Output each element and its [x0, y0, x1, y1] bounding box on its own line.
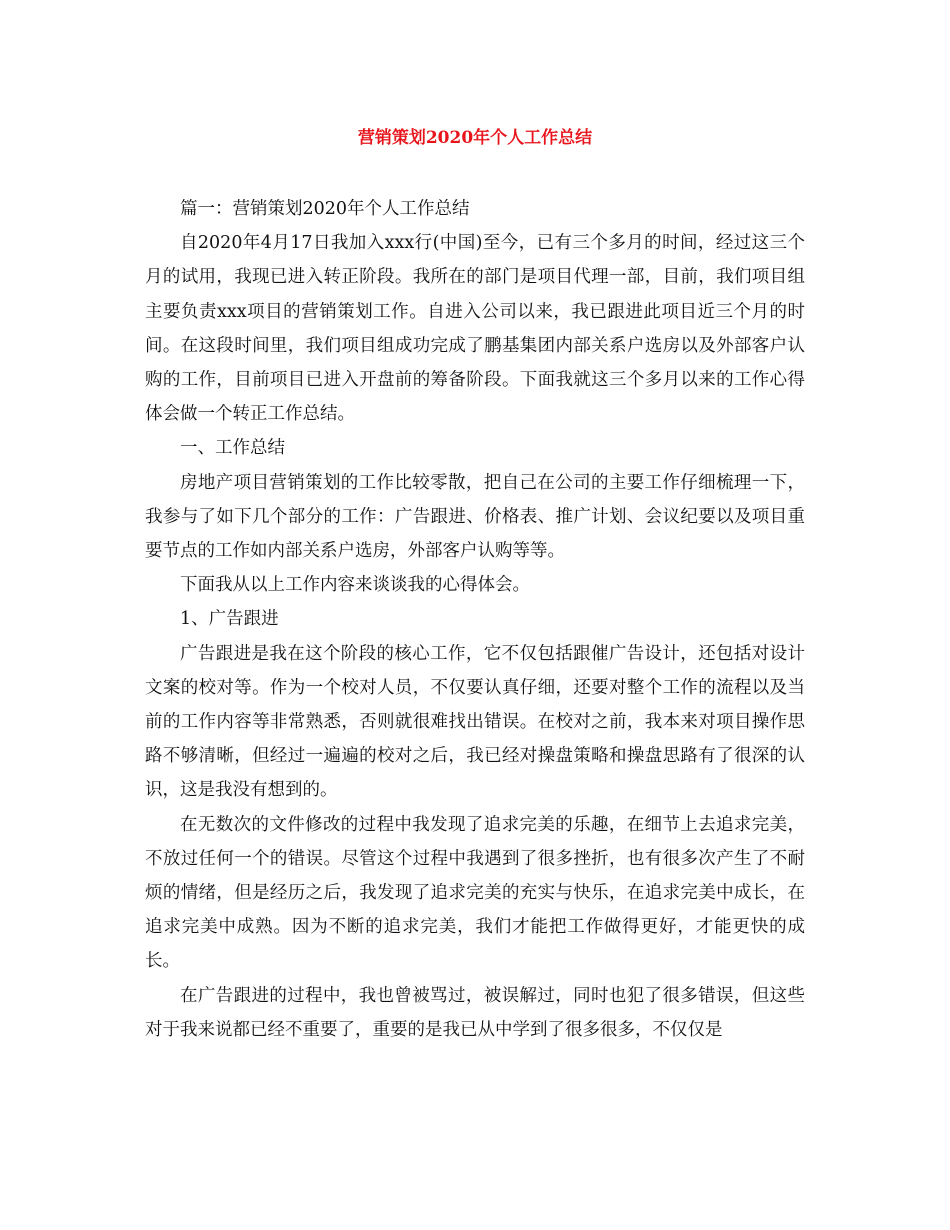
paragraph-perfection: 在无数次的文件修改的过程中我发现了追求完美的乐趣，在细节上去追求完美，不放过任何一个的错误。尽管这个过程中我遇到了很多挫折，也有很多次产生了不耐烦的情绪，但是经历之后，我发现了追求完美的充实与快乐，在追求完美中成长，在追求完美中成熟。因为不断的追求完美，我们才能把工作做得更好，才能更快的成长。 [145, 814, 805, 972]
paragraph-lessons: 在广告跟进的过程中，我也曾被骂过，被误解过，同时也犯了很多错误，但这些对于我来说都已经不重要了，重要的是我已从中学到了很多很多，不仅仅是 [145, 985, 805, 1040]
paragraph-heading-ad-followup: 1、广告跟进 [180, 609, 279, 630]
paragraph-ad-followup: 广告跟进是我在这个阶段的核心工作，它不仅包括跟催广告设计，还包括对设计文案的校对等。作为一个校对人员，不仅要认真仔细，还要对整个工作的流程以及当前的工作内容等非常熟悉，否则就很难找出错误。在校对之前，我本来对项目操作思路不够清晰，但经过一遍遍的校对之后，我已经对操盘策略和操盘思路有了很深的认识，这是我没有想到的。 [145, 643, 805, 801]
paragraph-work-overview: 房地产项目营销策划的工作比较零散，把自己在公司的主要工作仔细梳理一下，我参与了如下几个部分的工作：广告跟进、价格表、推广计划、会议纪要以及项目重要节点的工作如内部关系户选房，外部客户认购等等。 [145, 472, 805, 562]
paragraph-heading-work-summary: 一、工作总结 [180, 438, 285, 459]
paragraph-intro: 自2020年4月17日我加入xxx行(中国)至今，已有三个多月的时间，经过这三个月的试用，我现已进入转正阶段。我所在的部门是项目代理一部，目前，我们项目组主要负责xxx项目的营销策划工作。自进入公司以来，我已跟进此项目近三个月的时间。在这段时间里，我们项目组成功完成了鹏基集团内部关系户选房以及外部客户认购的工作，目前项目已进入开盘前的筹备阶段。下面我就这三个多月以来的工作心得体会做一个转正工作总结。 [145, 233, 805, 425]
document-body [145, 192, 805, 1047]
paragraph-transition: 下面我从以上工作内容来谈谈我的心得体会。 [180, 575, 530, 596]
document-title: 营销策划2020年个人工作总结 [357, 128, 593, 148]
paragraph-section-heading: 篇一：营销策划2020年个人工作总结 [180, 199, 470, 219]
